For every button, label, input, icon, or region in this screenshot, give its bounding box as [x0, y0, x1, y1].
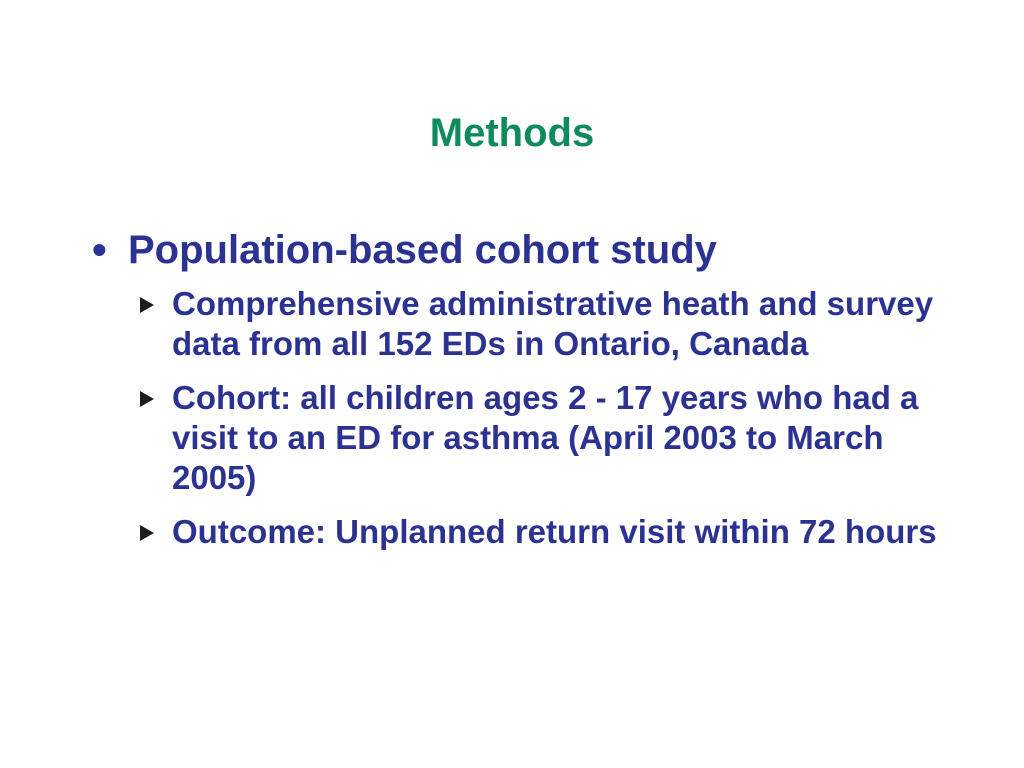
sub-bullet-list: [140, 284, 940, 566]
slide-title: Methods: [429, 111, 595, 155]
sub-bullet-text: Cohort: all children ages 2 - 17 years who had a visit to an ED for asthma (April 2003 to March 2005): [172, 379, 919, 496]
sub-bullet-text: Comprehensive administrative heath and survey data from all 152 EDs in Ontario, Canada: [172, 285, 934, 362]
triangle-bullet-icon: [140, 525, 154, 541]
sub-bullet-text: Outcome: Unplanned return visit within 72 hours: [172, 513, 937, 550]
bullet-level1-text: Population-based cohort study: [128, 228, 717, 272]
sub-bullet-item: [140, 512, 940, 552]
triangle-bullet-icon: [140, 391, 154, 407]
bullet-dot-icon: •: [92, 226, 107, 273]
sub-bullet-item: [140, 378, 940, 498]
triangle-bullet-icon: [140, 297, 154, 313]
sub-bullet-item: [140, 284, 940, 364]
